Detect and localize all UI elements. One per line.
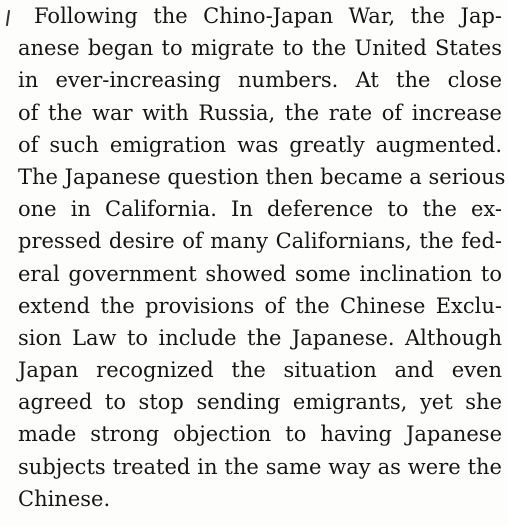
paragraph-line: in ever-increasing numbers. At the close (18, 68, 502, 93)
paragraph-line: anese began to migrate to the United States (18, 36, 502, 61)
paragraph-line: Chinese. (18, 486, 111, 511)
paragraph-line: one in California. In deference to the ex- (18, 197, 502, 222)
paragraph-line: The Japanese question then became a serious (18, 164, 506, 189)
paragraph-line: Japan recognized the situation and even (18, 358, 502, 383)
margin-mark (6, 10, 10, 26)
paragraph-line: made strong objection to having Japanese (18, 422, 502, 447)
paragraph-line: Following the Chino-Japan War, the Jap- (34, 4, 502, 28)
paragraph-line: extend the provisions of the Chinese Exclu- (18, 293, 502, 318)
paragraph-line: of the war with Russia, the rate of increase (18, 100, 502, 125)
paragraph-line: agreed to stop sending emigrants, yet she (18, 390, 502, 415)
paragraph-line: of such emigration was greatly augmented. (18, 132, 502, 157)
paragraph-line: subjects treated in the same way as were the (18, 454, 502, 479)
paragraph-line: sion Law to include the Japanese. Although (18, 325, 502, 350)
body-paragraph (18, 0, 506, 515)
paragraph-line: pressed desire of many Californians, the fed- (18, 229, 502, 254)
paragraph-line: eral government showed some inclination to (18, 261, 502, 286)
